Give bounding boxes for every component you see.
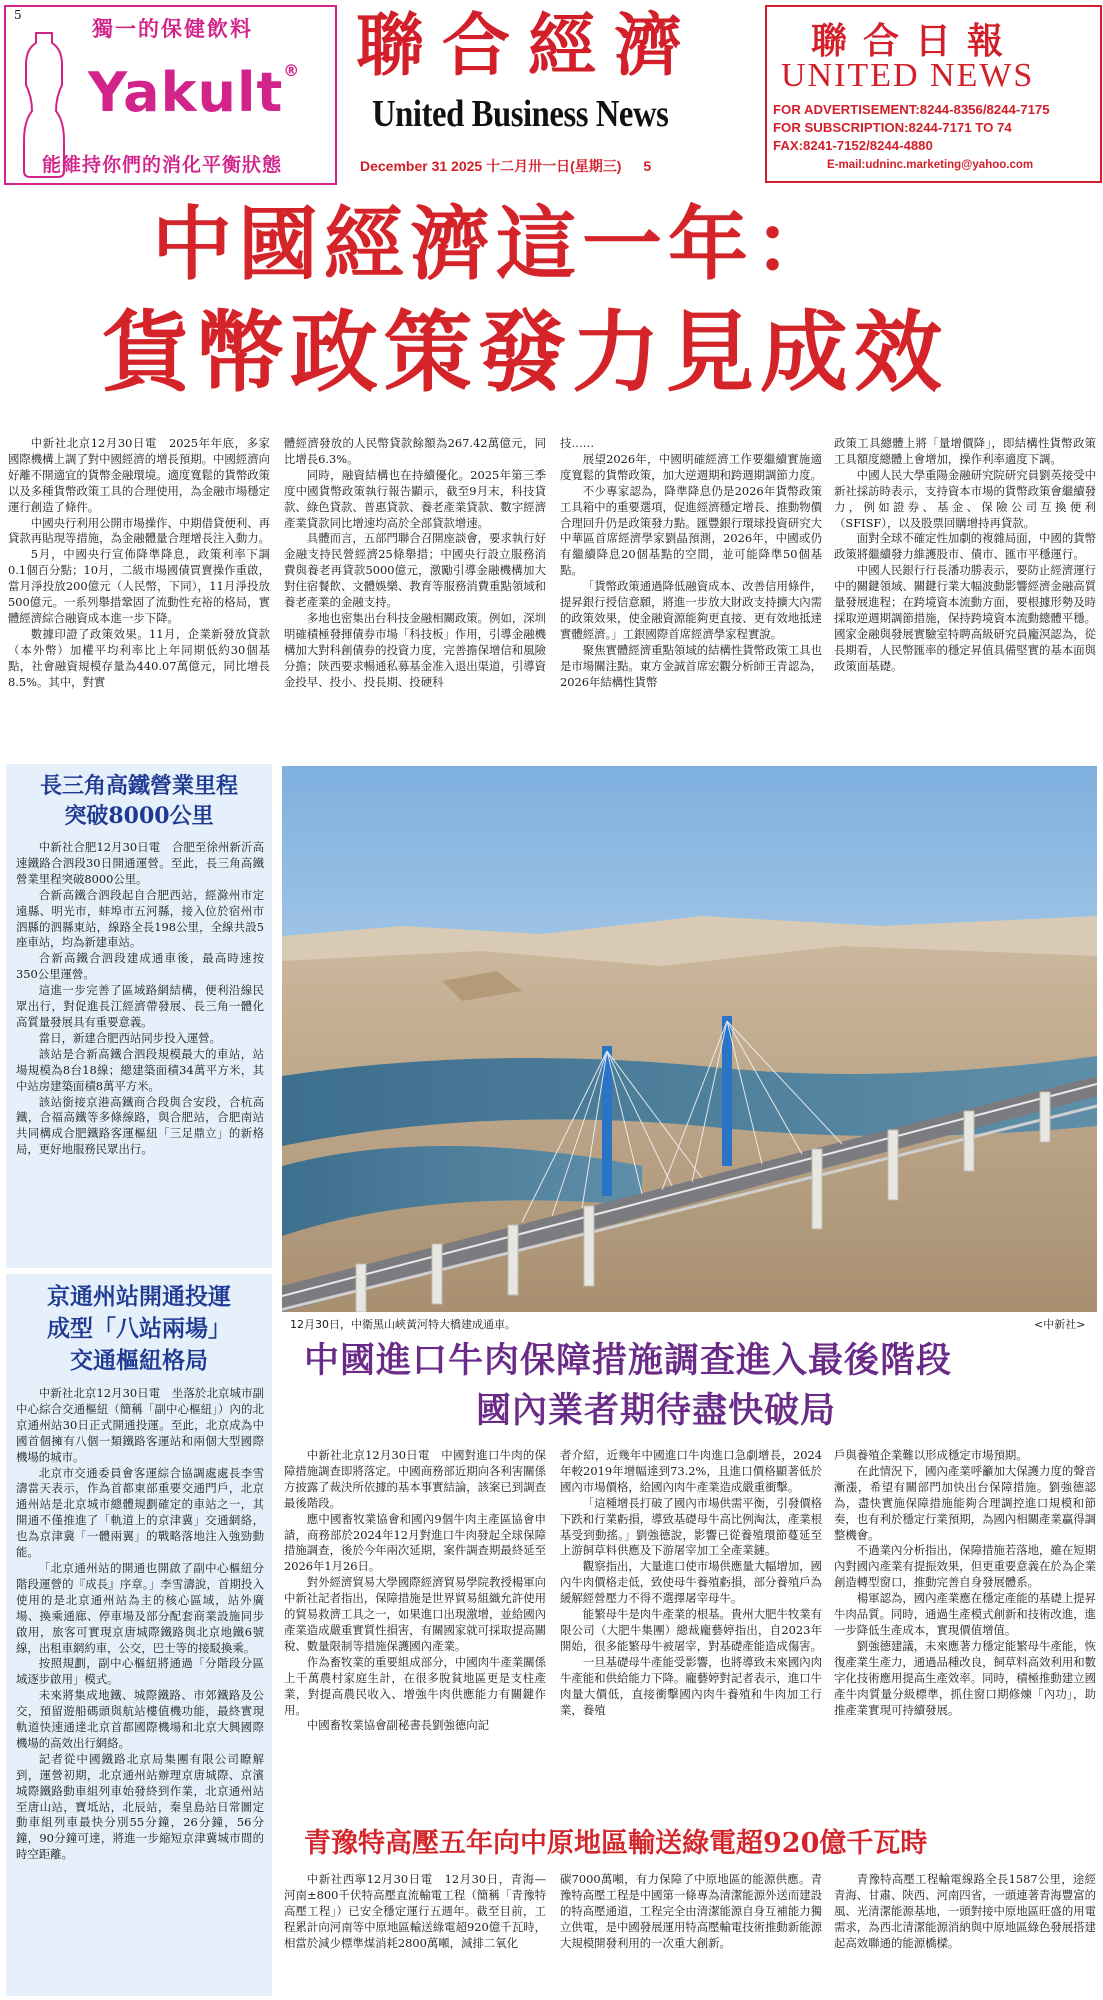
- sidebar-station-story: [6, 1274, 272, 1996]
- paragraph: 中新社西寧12月30日電 12月30日，青海—河南±800千伏特高壓直流輸電工程（簡稱「青豫特高壓工程」）已安全穩定運行五週年。截至目前，工程累計向河南等中原地區輸送綠電超920億千瓦時，相當於減少標準煤消耗2800萬噸，減排二氧化: [284, 1872, 546, 1950]
- paragraph: 中新社合肥12月30日電 合肥至徐州新沂高速鐵路合泗段30日開通運營。至此，長三角高鐵營業里程突破8000公里。: [16, 840, 264, 886]
- sidebar-rail-headline-line2: 突破8000公里: [64, 803, 214, 829]
- masthead-title: 聯合經濟: [356, 6, 701, 86]
- sidebar-rail-headline-line1: 長三角高鐵營業里程: [39, 773, 238, 799]
- paragraph: 這進一步完善了區域路網結構，便利沿線民眾出行，對促進長江經濟帶發展、長三角一體化高質量發展具有重要意義。: [16, 983, 264, 1029]
- lead-column-1: [8, 436, 270, 760]
- masthead-page-number: 5: [643, 158, 652, 174]
- paragraph: 聚焦實體經濟重點領域的結構性貨幣政策工具也是市場關注點。東方金誠首席宏觀分析師王青認為，2026年結構性貨幣: [560, 642, 822, 689]
- lead-column-3: [560, 436, 822, 760]
- paragraph: 能繁母牛是肉牛產業的根基。貴州大肥牛牧業有限公司（大肥牛集團）總裁龐藝婷指出，自2023年開始，很多能繁母牛被屠宰，對基礎產能造成傷害。: [560, 1607, 822, 1653]
- lead-headline-line2: 貨幣政策發力見成效: [102, 300, 949, 404]
- sidebar-station-headline-line1: 京通州站開通投運: [47, 1283, 231, 1310]
- paragraph: 該站銜接京港高鐵商合段與合安段，合杭高鐵，合福高鐵等多條線路，與合肥站，合肥南站共同構成合肥鐵路客運樞紐「三足鼎立」的新格局，更好地服務民眾出行。: [16, 1094, 264, 1157]
- date-line: [360, 156, 651, 176]
- paragraph: 作為畜牧業的重要組成部分，中國肉牛產業關係上千萬農村家庭生計，在很多脫貧地區更是支柱產業，對提高農民收入、增強牛肉供應能力有關鍵作用。: [284, 1654, 546, 1717]
- yakult-brand-logo: [88, 61, 300, 124]
- paragraph: 中國畜牧業協會副秘書長劉強德向記: [306, 1718, 490, 1733]
- lead-column-4: [834, 436, 1096, 760]
- sidebar-station-headline-line2: 成型「八站兩場」: [47, 1315, 231, 1342]
- beef-column-2: [560, 1448, 822, 1818]
- sidebar-station-headline-line3: 交通樞紐格局: [70, 1347, 208, 1374]
- power-column-2: [560, 1872, 822, 1998]
- page-number: 5: [14, 8, 22, 22]
- paragraph: 同時，融資結構也在持續優化。2025年第三季度中國貨幣政策執行報告顯示，截至9月末，科技貸款、綠色貸款、普惠貸款、養老產業貸款、數字經濟產業貸款同比增速均高於全部貸款增速。: [284, 467, 546, 530]
- bridge-photo-illustration: [282, 766, 1097, 1312]
- subscription-phone-line: FOR SUBSCRIPTION:8244-7171 TO 74: [773, 120, 1012, 135]
- paragraph: 者介紹，近幾年中國進口牛肉進口急劇增長，2024年較2019年增幅達到73.2%，且進口價格顯著低於國內市場價格，給國內肉牛產業造成嚴重衝擊。: [560, 1448, 822, 1494]
- paragraph: 中新社北京12月30日電 中國對進口牛肉的保障措施調查即將落定。中國商務部近期向各利害關係方披露了裁決所依據的基本事實結論，該案已到調查最後階段。: [284, 1448, 546, 1510]
- united-news-ad[interactable]: [765, 5, 1102, 183]
- paragraph: 中新社北京12月30日電 坐落於北京城市副中心綜合交通樞紐（簡稱「副中心樞紐」）內的北京通州站30日正式開通投運。至此，北京成為中國首個擁有八個一類鐵路客運站和兩個大型國際機場的城市。: [16, 1386, 264, 1464]
- paragraph: 劉強德建議，未來應著力穩定能繁母牛產能，恢復產業生產力，通過品種改良，飼草料高效利用和數字化技術應用提高生產效率。同時，積極推動建立國產牛肉質量分級標準，抓住窗口期修煉「內功」，助推產業實現可持續發展。: [834, 1638, 1096, 1717]
- paragraph: 當日，新建合肥西站同步投入運營。: [38, 1030, 222, 1045]
- sidebar-rail-body: [16, 840, 264, 1264]
- united-news-title-cn: 聯合日報: [811, 20, 1020, 62]
- fax-line: FAX:8241-7152/8244-4880: [773, 138, 933, 153]
- yakult-slogan-top: 獨一的保健飲料: [92, 16, 253, 41]
- sidebar-rail-story: [6, 764, 272, 1268]
- paragraph: 一旦基礎母牛產能受影響，也將導致未來國內肉牛產能和供給能力下降。龐藝婷對記者表示，進口牛肉量大價低，直接衝擊國內肉牛養殖和牛肉加工行業，養殖: [560, 1654, 822, 1717]
- paragraph: 中新社北京12月30日電 2025年年底，多家國際機構上調了對中國經濟的增長預期。中國經濟向好離不開適宜的貨幣金融環境。適度寬鬆的貨幣政策以及多種貨幣政策工具的合理使用，為金融市場穩定運行創造了條件。: [8, 436, 270, 514]
- paragraph: 該站是合新高鐵合泗段規模最大的車站，站場規模為8台18線；總建築面積34萬平方米，其中站房建築面積8萬平方米。: [16, 1046, 264, 1093]
- paragraph: 中國人民大學重陽金融研究院研究員劉英接受中新社採訪時表示，支持資本市場的貨幣政策會繼續發力，例如證券、基金、保險公司互換便利（SFISF），以及股票回購增持再貸款。: [834, 467, 1096, 530]
- paragraph: 不過業內分析指出，保障措施若落地，雖在短期內對國內產業有提振效果，但更重要意義在於為企業創造轉型窗口，推動完善自身發展體系。: [834, 1543, 1096, 1590]
- paragraph: 未來將集成地鐵、城際鐵路、市郊鐵路及公交，預留遊船碼頭與航站樓值機功能，最終實現軌道快速通達北京首都國際機場和北京大興國際機場的高效出行網絡。: [16, 1688, 264, 1750]
- ad-phone-line: FOR ADVERTISEMENT:8244-8356/8244-7175: [773, 102, 1050, 117]
- yakult-brand-text: Yakult: [88, 61, 284, 124]
- paragraph: 合新高鐵合泗段起自合肥西站，經滁州市定遠縣、明光市，蚌埠市五河縣，接入位於宿州市泗縣的泗縣東站，線路全長198公里，全線共設5座車站，均為新建車站。: [16, 887, 264, 950]
- yakult-registered-mark: ®: [283, 61, 301, 80]
- paragraph: 戶與養殖企業難以形成穩定市場預期。: [834, 1448, 1028, 1462]
- paragraph: 「這種增長打破了國內市場供需平衡，引發價格下跌和行業虧損，導致基礎母牛高比例淘汰，產業根基受到動搖。」劉強德說，影響已從養殖環節蔓延至上游飼草料供應及下游屠宰加工全產業鏈。: [560, 1495, 822, 1558]
- paragraph: 數據印證了政策效果。11月，企業新發放貸款（本外幣）加權平均利率比上年同期低約30個基點，社會融資規模存量為440.07萬億元，同比增長8.5%。其中，對實: [8, 626, 270, 689]
- paragraph: 碳7000萬噸，有力保障了中原地區的能源供應。青豫特高壓工程是中國第一條專為清潔能源外送而建設的特高壓通道，工程完全由清潔能源自身互補能力獨立供電，是中國發展運用特高壓輸電技術推動新能源大規模開發利用的一次重大創新。: [560, 1872, 822, 1950]
- power-headline: 青豫特高壓五年向中原地區輸送綠電超920億千瓦時: [304, 1828, 928, 1859]
- sidebar-station-body: [16, 1386, 264, 1992]
- paragraph: 「北京通州站的開通也開啟了副中心樞紐分階段運營的『成長』序章。」李雪濤說，首期投入使用的是北京通州站為主的核心區域，站外廣場、換乘通廊、停車場及部分配套商業設施同步啟用，旅客可實現京唐城際鐵路與北京地鐵6號線，出租車網約車，公交，巴士等的接駁換乘。: [16, 1560, 264, 1655]
- lead-column-2: [284, 436, 546, 760]
- paragraph: 記者從中國鐵路北京局集團有限公司瞭解到，運營初期，北京通州站辦理京唐城際、京濱城際鐵路動車組列車始發終到作業，北京通州站至唐山站，寶坻站，北辰站，秦皇島站日常圖定動車組列車最快分別55分鐘，26分鐘，56分鐘，90分鐘可達，將進一步縮短京津冀城市間的時空距離。: [16, 1751, 264, 1862]
- beef-column-3: [834, 1448, 1096, 1818]
- paragraph: 青豫特高壓工程輸電線路全長1587公里，途經青海、甘肅、陝西、河南四省，一頭連著青海豐富的風、光清潔能源基地，一頭對接中原地區旺盛的用電需求，為西北清潔能源消納與中原地區綠色發展搭建起高效聯通的能源橋樑。: [834, 1872, 1096, 1950]
- paragraph: 體經濟發放的人民幣貸款餘額為267.42萬億元，同比增長6.3%。: [284, 436, 546, 466]
- yakult-slogan-bottom: 能維持你們的消化平衡狀態: [42, 154, 283, 176]
- paragraph: 北京市交通委員會客運綜合協調處處長李雪濤當天表示，作為首都東部重要交通門戶，北京通州站是北京城市總體規劃確定的車站之一，其開通不僅推進了「軌道上的京津冀」交通網絡，也為京津冀「一體兩翼」的戰略落地注入強勁動能。: [16, 1465, 264, 1560]
- photo-caption: 12月30日，中衛黑山峽黃河特大橋建成通車。: [290, 1318, 516, 1331]
- yakult-ad[interactable]: [4, 5, 337, 185]
- beef-headline-line1: 中國進口牛肉保障措施調查進入最後階段: [304, 1340, 953, 1381]
- date-text: December 31 2025 十二月卅一日(星期三): [360, 158, 622, 174]
- paragraph: 多地也密集出台科技金融相關政策。例如，深圳明確積極發揮債券市場「科技板」作用，引導金融機構加大對科創債券的投資力度，完善擔保增信和風險分擔；陝西要求暢通私募基金准入退出渠道，引導資金投早、投小、投長期、投硬科: [284, 610, 546, 689]
- paragraph: 展望2026年，中國明確經濟工作要繼續實施適度寬鬆的貨幣政策，加大逆週期和跨週期調節力度。: [560, 451, 822, 482]
- paragraph: 中國央行利用公開市場操作、中期借貸便利、再貸款再貼現等措施，為金融體量合理增長注入動力。: [8, 515, 270, 546]
- paragraph: 應中國畜牧業協會和國內9個牛肉主產區協會申請，商務部於2024年12月對進口牛肉發起全球保障措施調查，後於今年兩次延期，案件調查期最終延至2026年1月26日。: [284, 1511, 546, 1574]
- paragraph: 政策工具總體上將「量增價降」，即結構性貨幣政策工具額度總體上會增加，操作利率適度下調。: [834, 436, 1096, 466]
- beef-column-1: [284, 1448, 546, 1818]
- paragraph: 中國人民銀行行長潘功勝表示，要防止經濟運行中的關鍵領域、關鍵行業大幅波動影響經濟金融高質量發展進程；在跨境資本流動方面，要根據形勢及時採取逆週期調節措施，保持跨境資本流動總體平穩。國家金融與發展實驗室特聘高級研究員龐溟認為，從長期看，人民幣匯率的穩定昇值具備堅實的基本面與政策面基礎。: [834, 563, 1096, 673]
- beef-headline-line2: 國內業者期待盡快破局: [476, 1390, 837, 1431]
- paragraph: 具體而言，五部門聯合召開座談會，要求執行好金融支持民營經濟25條舉措；中國央行設立服務消費與養老再貸款5000億元，激勵引導金融機構加大對住宿餐飲、文體娛樂、教育等服務消費重點領域和養老產業的金融支持。: [284, 531, 546, 610]
- paragraph: 在此情況下，國內產業呼籲加大保護力度的聲音漸漲，希望有關部門加快出台保障措施。劉強德認為，盡快實施保障措施能夠合理調控進口規模和節奏，也有利於穩定行業預期，為國內相關產業贏得調整機會。: [834, 1463, 1096, 1542]
- bridge-photo: [282, 766, 1097, 1312]
- paragraph: 觀察指出，大量進口使市場供應量大幅增加，國內牛肉價格走低，致使母牛養殖虧損，部分養殖戶為緩解經營壓力不得不選擇屠宰母牛。: [560, 1559, 822, 1606]
- paragraph: 對外經濟貿易大學國際經濟貿易學院教授楊軍向中新社記者指出，保障措施是世界貿易組織允許使用的貿易救濟工具之一，如果進口出現激增，並給國內產業造成嚴重實質性損害，有關國家就可採取提高關稅、數量限制等措施保護國內產業。: [284, 1575, 546, 1653]
- paragraph: 面對全球不確定性加劇的複雜局面，中國的貨幣政策將繼續發力維護股市、債市、匯市平穩運行。: [834, 531, 1096, 562]
- lead-headline-line1: 中國經濟這一年：: [152, 197, 840, 291]
- photo-credit: <中新社>: [1034, 1318, 1086, 1331]
- paragraph: 楊軍認為，國內產業應在穩定產能的基礎上提昇牛肉品質。同時，通過生產模式創新和技術改進，進一步降低生產成本，實現價值增值。: [834, 1591, 1096, 1637]
- paragraph: 「貨幣政策通過降低融資成本、改善信用條件，提昇銀行授信意願，將進一步放大財政支持擴大內需的政策效果，使金融資源能夠更直接、更有效地抵達實體經濟。」工銀國際首席經濟學家程實說。: [560, 579, 822, 641]
- masthead-subtitle: United Business News: [372, 93, 669, 135]
- power-column-1: [284, 1872, 546, 1998]
- power-column-3: [834, 1872, 1096, 1998]
- paragraph: 按照規劃，副中心樞紐將通過「分階段分區域逐步啟用」模式。: [16, 1656, 264, 1687]
- email-line: E-mail:udninc.marketing@yahoo.com: [827, 159, 1034, 171]
- paragraph: 技……: [560, 436, 595, 450]
- paragraph: 合新高鐵合泗段建成通車後，最高時速按350公里運營。: [16, 951, 264, 982]
- united-news-title-en: UNITED NEWS: [781, 57, 1035, 94]
- paragraph: 不少專家認為，降準降息仍是2026年貨幣政策工具箱中的重要選項，促進經濟穩定增長、推動物價合理回升仍是政策發力點。匯豐銀行環球投資研究大中華區首席經濟學家劉晶預測，2026年，中國或仍有繼續降息20個基點的空間，並可能降準50個基點。: [560, 483, 822, 578]
- paragraph: 5月，中國央行宣佈降準降息，政策利率下調0.1個百分點；10月，二級市場國債買賣操作重啟，當月淨投放200億元（人民幣，下同），11月淨投放500億元。一系列舉措鞏固了流動性充裕的格局，實體經濟綜合融資成本進一步下降。: [8, 547, 270, 625]
